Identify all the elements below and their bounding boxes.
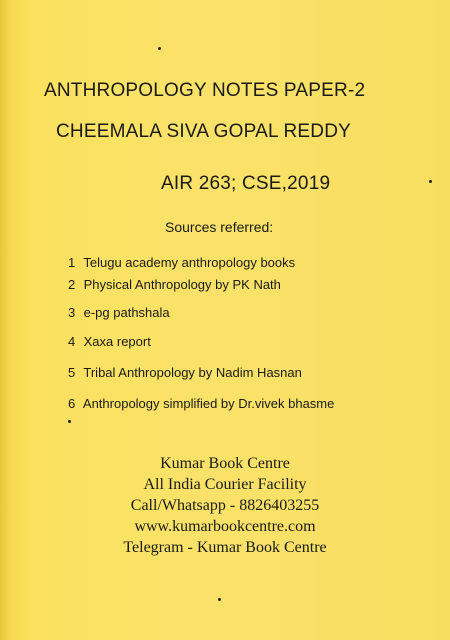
publisher-stamp [0, 453, 450, 558]
list-item [68, 334, 151, 349]
author-rank: AIR 263; CSE,2019 [161, 173, 331, 194]
list-item-text: Xaxa report [83, 334, 151, 349]
list-item [68, 277, 281, 292]
speck-mark [68, 420, 71, 423]
list-item-number: 6 [68, 396, 76, 411]
list-item-text: Physical Anthropology by PK Nath [83, 277, 281, 292]
document-title: ANTHROPOLOGY NOTES PAPER-2 [44, 80, 366, 101]
list-item-text: e-pg pathshala [83, 305, 170, 320]
author-name: CHEEMALA SIVA GOPAL REDDY [56, 121, 352, 142]
list-item-text: Tribal Anthropology by Nadim Hasnan [83, 365, 302, 380]
list-item [68, 305, 170, 320]
list-item [68, 396, 334, 411]
list-item-text: Anthropology simplified by Dr.vivek bhasme [82, 396, 335, 411]
publisher-courier: All India Courier Facility [143, 476, 307, 493]
list-item-number: 5 [68, 365, 76, 380]
list-item-number: 3 [68, 305, 76, 320]
speck-mark [429, 180, 432, 183]
publisher-website: www.kumarbookcentre.com [134, 518, 316, 535]
speck-mark [158, 47, 161, 50]
publisher-telegram: Telegram - Kumar Book Centre [123, 539, 327, 556]
sources-heading: Sources referred: [165, 219, 274, 235]
list-item [68, 365, 302, 380]
list-item-number: 2 [68, 277, 76, 292]
list-item-number: 1 [68, 255, 76, 270]
list-item-text: Telugu academy anthropology books [83, 255, 296, 270]
publisher-phone: Call/Whatsapp - 8826403255 [130, 497, 320, 514]
speck-mark [218, 598, 221, 601]
list-item-number: 4 [68, 334, 76, 349]
list-item [68, 255, 295, 270]
publisher-name: Kumar Book Centre [160, 455, 290, 472]
